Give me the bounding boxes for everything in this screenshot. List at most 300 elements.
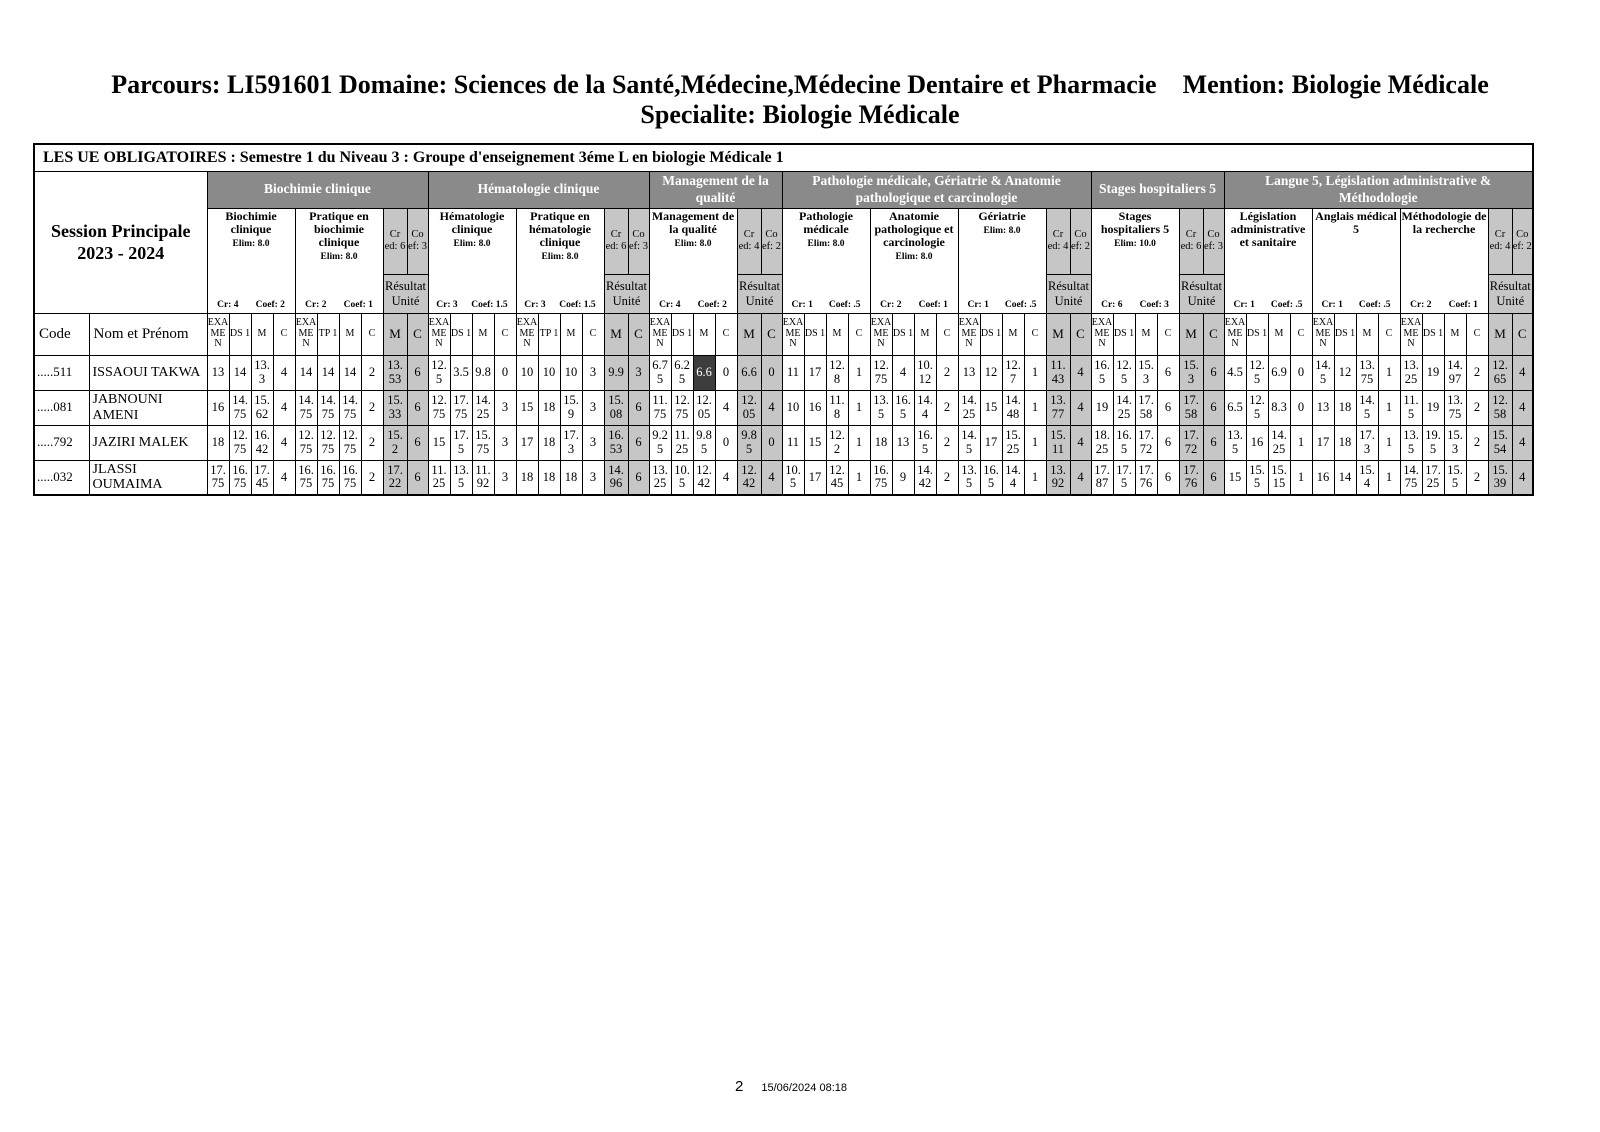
score-cell: 2: [936, 390, 958, 425]
score-cell: 3: [582, 390, 604, 425]
score-cell: 4: [273, 355, 295, 390]
module-name: Management de la qualité: [651, 208, 735, 236]
column-header: EXAMEN: [1224, 313, 1246, 355]
score-cell: 15.3: [1444, 425, 1466, 460]
ue-credits-cell: 4: [1070, 425, 1091, 460]
session-cell: Session Principale 2023 - 2024: [34, 171, 207, 313]
score-cell: 0: [1290, 355, 1312, 390]
column-header: EXAMEN: [1400, 313, 1422, 355]
score-cell: 13.75: [1444, 390, 1466, 425]
ue-credits-cell: 4: [761, 460, 782, 495]
student-code: .....511: [34, 355, 89, 390]
module-name: Anglais médical 5: [1315, 208, 1397, 236]
score-cell: 13.25: [1400, 355, 1422, 390]
column-header: M: [472, 313, 494, 355]
score-cell: 11.75: [649, 390, 671, 425]
score-cell: 16.75: [339, 460, 361, 495]
module-elim: Elim: 8.0: [232, 238, 270, 249]
module-header: [295, 208, 383, 313]
score-cell: 10.5: [782, 460, 804, 495]
module-coef: Coef: 1: [918, 300, 948, 311]
module-cr: Cr: 1: [967, 300, 989, 311]
score-cell: 12.75: [428, 390, 450, 425]
ue-band-3: Management de la qualité: [649, 171, 782, 208]
column-header: C: [715, 313, 737, 355]
module-header-content: [208, 209, 295, 313]
student-name: ISSAOUI TAKWA: [89, 355, 207, 390]
score-cell: 17.72: [1135, 425, 1157, 460]
ue-coef-header: Co ef: 3: [407, 208, 428, 275]
module-cr: Cr: 2: [1410, 300, 1432, 311]
module-name: Hématologie clinique: [439, 208, 505, 236]
score-cell: 15: [804, 425, 826, 460]
result-column-header: M: [604, 313, 628, 355]
score-cell: 4: [273, 460, 295, 495]
score-cell: 18: [538, 390, 560, 425]
column-header: EXAMEN: [1312, 313, 1334, 355]
score-cell: 4: [273, 390, 295, 425]
score-cell: 14.25: [958, 390, 980, 425]
score-cell: 17.75: [207, 460, 229, 495]
module-cr: Cr: 1: [791, 300, 813, 311]
score-cell: 15: [516, 390, 538, 425]
column-header: C: [361, 313, 383, 355]
student-code: .....792: [34, 425, 89, 460]
ue-average-cell: 15.54: [1488, 425, 1512, 460]
score-cell: 4.5: [1224, 355, 1246, 390]
module-name: Biochimie clinique: [225, 208, 277, 236]
column-header: M: [1135, 313, 1157, 355]
column-header: DS 1: [1422, 313, 1444, 355]
score-cell: 17: [516, 425, 538, 460]
score-cell: 1: [848, 355, 870, 390]
score-cell: 14.5: [1356, 390, 1378, 425]
module-header: [1400, 208, 1488, 313]
column-header: DS 1: [450, 313, 472, 355]
module-credits-line: [1314, 300, 1399, 310]
score-cell: 14.97: [1444, 355, 1466, 390]
ue-average-cell: 14.96: [604, 460, 628, 495]
score-cell: 0: [1290, 390, 1312, 425]
score-cell: 17: [980, 425, 1002, 460]
score-cell: 16: [1246, 425, 1268, 460]
score-cell: 2: [361, 460, 383, 495]
module-elim: Elim: 8.0: [674, 238, 712, 249]
score-cell: 13.5: [450, 460, 472, 495]
ue-credits-cell: 0: [761, 425, 782, 460]
score-cell: 14.25: [472, 390, 494, 425]
score-cell: 18.25: [1091, 425, 1113, 460]
code-header: Code: [34, 313, 89, 355]
module-credits-line: [651, 300, 736, 310]
score-cell: 2: [361, 355, 383, 390]
score-cell: 6.25: [671, 355, 693, 390]
score-cell: 1: [1378, 460, 1400, 495]
score-cell: 17.45: [251, 460, 273, 495]
results-table: [33, 143, 1534, 496]
score-cell: 16.75: [295, 460, 317, 495]
score-cell: 14.5: [1312, 355, 1334, 390]
score-cell: 9.85: [693, 425, 715, 460]
column-header: EXAMEN: [1091, 313, 1113, 355]
student-code: .....032: [34, 460, 89, 495]
module-credits-line: [430, 300, 515, 310]
result-column-header: C: [407, 313, 428, 355]
result-unit-label: Résultat Unité: [604, 275, 649, 313]
ue-coef-header: Co ef: 2: [761, 208, 782, 275]
score-cell: 14.48: [1002, 390, 1024, 425]
score-cell: 16: [804, 390, 826, 425]
score-cell: 3: [582, 425, 604, 460]
score-cell: 2: [936, 355, 958, 390]
score-cell: 6: [1157, 460, 1179, 495]
ue-credits-cell: 4: [1512, 355, 1533, 390]
score-cell: 10.5: [671, 460, 693, 495]
column-header: EXAMEN: [649, 313, 671, 355]
page-number: 2: [735, 1078, 744, 1095]
ue-average-cell: 16.53: [604, 425, 628, 460]
column-header: M: [339, 313, 361, 355]
result-column-header: M: [383, 313, 407, 355]
module-elim: Elim: 8.0: [807, 238, 845, 249]
score-cell: 15.62: [251, 390, 273, 425]
student-code: .....081: [34, 390, 89, 425]
column-header: EXAMEN: [958, 313, 980, 355]
score-cell: 13: [207, 355, 229, 390]
module-header-content: [959, 209, 1046, 313]
column-header: DS 1: [980, 313, 1002, 355]
score-cell: 15: [980, 390, 1002, 425]
module-cr: Cr: 1: [1233, 300, 1255, 311]
result-unit-label: Résultat Unité: [1488, 275, 1533, 313]
score-cell: 2: [936, 460, 958, 495]
ue-average-cell: 12.05: [737, 390, 761, 425]
score-cell: 14.42: [914, 460, 936, 495]
score-cell: 15.25: [1002, 425, 1024, 460]
score-cell: 1: [1378, 390, 1400, 425]
module-header-content: [783, 209, 870, 313]
module-name: Pratique en biochimie clinique: [309, 208, 369, 249]
score-cell: 14.4: [914, 390, 936, 425]
score-cell: 15: [428, 425, 450, 460]
score-cell: 1: [848, 390, 870, 425]
column-header: DS 1: [1113, 313, 1135, 355]
module-header: [782, 208, 870, 313]
ue-credit-header: Cr ed: 6: [383, 208, 407, 275]
module-elim: Elim: 8.0: [320, 252, 358, 263]
column-header: M: [251, 313, 273, 355]
score-cell: 14.5: [958, 425, 980, 460]
column-header: TP 1: [317, 313, 339, 355]
score-cell: 11: [782, 425, 804, 460]
score-cell: 12.75: [870, 355, 892, 390]
score-cell: 0: [715, 355, 737, 390]
ue-credits-cell: 4: [1512, 425, 1533, 460]
column-header: EXAMEN: [782, 313, 804, 355]
ue-average-cell: 15.08: [604, 390, 628, 425]
column-header: DS 1: [1334, 313, 1356, 355]
module-header-content: [650, 209, 737, 313]
student-name: JAZIRI MALEK: [89, 425, 207, 460]
ue-credits-cell: 6: [628, 425, 649, 460]
score-cell: 18: [516, 460, 538, 495]
score-cell: 3: [582, 355, 604, 390]
score-cell: 17.3: [560, 425, 582, 460]
module-elim: Elim: 10.0: [1114, 238, 1156, 249]
result-unit-label: Résultat Unité: [383, 275, 428, 313]
ue-credits-cell: 4: [761, 390, 782, 425]
score-cell: 14: [229, 355, 251, 390]
score-cell: 14.4: [1002, 460, 1024, 495]
column-header: EXAMEN: [295, 313, 317, 355]
ue-credits-cell: 6: [407, 460, 428, 495]
score-cell: 12.75: [671, 390, 693, 425]
ue-credits-cell: 6: [1203, 390, 1224, 425]
name-header: Nom et Prénom: [89, 313, 207, 355]
column-header: C: [1157, 313, 1179, 355]
page-title: Parcours: LI591601 Domaine: Sciences de la Santé,Médecine,Médecine Dentaire et Pharmacie Mention: Biologie Médicale Specialite: Biologie Médicale: [111, 70, 1509, 129]
score-cell: 13.75: [1356, 355, 1378, 390]
ue-credits-cell: 4: [1512, 460, 1533, 495]
score-cell: 4: [273, 425, 295, 460]
column-header: M: [914, 313, 936, 355]
score-cell: 10: [782, 390, 804, 425]
score-cell: 19.5: [1422, 425, 1444, 460]
module-header: [428, 208, 516, 313]
score-cell: 17: [1312, 425, 1334, 460]
score-cell: 17.76: [1135, 460, 1157, 495]
column-header: C: [1024, 313, 1046, 355]
score-cell: 17: [804, 460, 826, 495]
module-credits-line: [297, 300, 382, 310]
score-cell: 13.5: [1224, 425, 1246, 460]
score-cell: 1: [848, 460, 870, 495]
column-header: C: [1378, 313, 1400, 355]
column-header: M: [826, 313, 848, 355]
score-cell: 12.75: [317, 425, 339, 460]
student-name: JABNOUNI AMENI: [89, 390, 207, 425]
module-coef: Coef: 1.5: [559, 300, 596, 311]
module-header-content: [871, 209, 958, 313]
score-cell: 2: [1466, 390, 1488, 425]
score-cell: 12.05: [693, 390, 715, 425]
result-column-header: M: [1179, 313, 1203, 355]
column-header: M: [1444, 313, 1466, 355]
result-column-header: C: [1512, 313, 1533, 355]
score-cell: 14.75: [317, 390, 339, 425]
ue-average-cell: 12.58: [1488, 390, 1512, 425]
score-cell: 15.15: [1268, 460, 1290, 495]
result-unit-label: Résultat Unité: [737, 275, 782, 313]
score-cell: 18: [560, 460, 582, 495]
score-cell: 3: [494, 390, 516, 425]
column-header: DS 1: [671, 313, 693, 355]
ue-average-cell: 9.85: [737, 425, 761, 460]
module-header: [1091, 208, 1179, 313]
score-cell: 12.75: [229, 425, 251, 460]
score-cell: 17: [804, 355, 826, 390]
score-cell: 18: [870, 425, 892, 460]
ue-credit-header: Cr ed: 4: [1046, 208, 1070, 275]
module-header: [207, 208, 295, 313]
module-credits-line: [1402, 300, 1487, 310]
column-header: M: [1268, 313, 1290, 355]
column-header: M: [1356, 313, 1378, 355]
score-cell: 11.92: [472, 460, 494, 495]
module-credits-line: [209, 300, 294, 310]
module-coef: Coef: 1.5: [471, 300, 508, 311]
score-cell: 14.75: [295, 390, 317, 425]
ue-average-cell: 13.53: [383, 355, 407, 390]
ue-band-1: Biochimie clinique: [207, 171, 428, 208]
score-cell: 19: [1422, 390, 1444, 425]
score-cell: 11.25: [428, 460, 450, 495]
score-cell: 12.42: [693, 460, 715, 495]
score-cell: 12.5: [428, 355, 450, 390]
column-header: C: [1290, 313, 1312, 355]
ue-average-cell: 17.72: [1179, 425, 1203, 460]
result-unit-label: Résultat Unité: [1179, 275, 1224, 313]
result-column-header: C: [1070, 313, 1091, 355]
score-cell: 17.58: [1135, 390, 1157, 425]
ue-average-cell: 15.11: [1046, 425, 1070, 460]
ue-average-cell: 12.42: [737, 460, 761, 495]
eliminated-score-cell: 6.6: [693, 355, 715, 390]
module-coef: Coef: 3: [1139, 300, 1169, 311]
ue-average-cell: 9.9: [604, 355, 628, 390]
score-cell: 11.8: [826, 390, 848, 425]
ue-average-cell: 12.65: [1488, 355, 1512, 390]
score-cell: 13: [958, 355, 980, 390]
module-cr: Cr: 4: [217, 300, 239, 311]
score-cell: 1: [1378, 355, 1400, 390]
module-credits-line: [960, 300, 1045, 310]
ue-credits-cell: 6: [407, 425, 428, 460]
ue-coef-header: Co ef: 3: [1203, 208, 1224, 275]
score-cell: 15.3: [1135, 355, 1157, 390]
score-cell: 14.75: [339, 390, 361, 425]
score-cell: 13.25: [649, 460, 671, 495]
module-header: [1224, 208, 1312, 313]
score-cell: 1: [1024, 355, 1046, 390]
column-header: C: [1466, 313, 1488, 355]
module-name: Stages hospitaliers 5: [1100, 208, 1170, 236]
module-cr: Cr: 4: [659, 300, 681, 311]
ue-average-cell: 15.33: [383, 390, 407, 425]
score-cell: 12.75: [339, 425, 361, 460]
ue-band-4: Pathologie médicale, Gériatrie & Anatomie pathologique et carcinologie: [782, 171, 1091, 208]
ue-credits-cell: 6: [407, 390, 428, 425]
page-footer: [735, 1078, 847, 1095]
score-cell: 13.5: [870, 390, 892, 425]
module-cr: Cr: 2: [880, 300, 902, 311]
score-cell: 14: [339, 355, 361, 390]
score-cell: 13: [1312, 390, 1334, 425]
score-cell: 6.9: [1268, 355, 1290, 390]
score-cell: 17.25: [1422, 460, 1444, 495]
score-cell: 16: [207, 390, 229, 425]
score-cell: 1: [1024, 390, 1046, 425]
column-header: DS 1: [1246, 313, 1268, 355]
score-cell: 3.5: [450, 355, 472, 390]
score-cell: 16.5: [1091, 355, 1113, 390]
module-coef: Coef: 2: [697, 300, 727, 311]
score-cell: 11.25: [671, 425, 693, 460]
ue-credits-cell: 4: [1512, 390, 1533, 425]
score-cell: 3: [494, 460, 516, 495]
column-header: M: [693, 313, 715, 355]
score-cell: 12.5: [1246, 355, 1268, 390]
score-cell: 13: [892, 425, 914, 460]
module-elim: Elim: 8.0: [541, 252, 579, 263]
ue-band-5: Stages hospitaliers 5: [1091, 171, 1224, 208]
ue-credits-cell: 0: [761, 355, 782, 390]
ue-credits-cell: 6: [1203, 460, 1224, 495]
module-header: [649, 208, 737, 313]
score-cell: 16.75: [229, 460, 251, 495]
score-cell: 10: [560, 355, 582, 390]
score-cell: 1: [848, 425, 870, 460]
score-cell: 12.2: [826, 425, 848, 460]
module-coef: Coef: .5: [828, 300, 861, 311]
ue-credits-cell: 4: [1070, 355, 1091, 390]
ue-average-cell: 13.92: [1046, 460, 1070, 495]
ue-band-6: Langue 5, Législation administrative & Méthodologie: [1224, 171, 1533, 208]
module-header-content: [1092, 209, 1179, 313]
score-cell: 14.75: [229, 390, 251, 425]
score-cell: 17.5: [450, 425, 472, 460]
score-cell: 12.5: [1246, 390, 1268, 425]
score-cell: 1: [1290, 460, 1312, 495]
score-cell: 14.25: [1113, 390, 1135, 425]
module-coef: Coef: .5: [1358, 300, 1391, 311]
score-cell: 8.3: [1268, 390, 1290, 425]
ue-credits-cell: 3: [628, 355, 649, 390]
module-elim: Elim: 8.0: [895, 252, 933, 263]
result-column-header: C: [628, 313, 649, 355]
score-cell: 15: [1224, 460, 1246, 495]
column-header: EXAMEN: [207, 313, 229, 355]
column-header: C: [582, 313, 604, 355]
result-column-header: M: [1046, 313, 1070, 355]
ue-credits-cell: 6: [628, 390, 649, 425]
module-header-content: [1401, 209, 1488, 313]
score-cell: 19: [1422, 355, 1444, 390]
score-cell: 2: [361, 390, 383, 425]
ue-average-cell: 17.22: [383, 460, 407, 495]
result-column-header: C: [761, 313, 782, 355]
module-header-content: [1225, 209, 1312, 313]
score-cell: 14.25: [1268, 425, 1290, 460]
ue-credits-cell: 4: [1070, 390, 1091, 425]
score-cell: 18: [538, 425, 560, 460]
module-coef: Coef: .5: [1270, 300, 1303, 311]
score-cell: 12: [980, 355, 1002, 390]
module-cr: Cr: 3: [436, 300, 458, 311]
ue-credits-cell: 6: [407, 355, 428, 390]
score-cell: 18: [1334, 425, 1356, 460]
score-cell: 10: [516, 355, 538, 390]
score-cell: 14.75: [1400, 460, 1422, 495]
score-cell: 13.3: [251, 355, 273, 390]
score-cell: 16.42: [251, 425, 273, 460]
score-cell: 3: [582, 460, 604, 495]
module-name: Législation administrative et sanitaire: [1230, 208, 1306, 249]
score-cell: 15.5: [1444, 460, 1466, 495]
score-cell: 10: [538, 355, 560, 390]
score-cell: 16.5: [914, 425, 936, 460]
module-header-content: [1313, 209, 1400, 313]
